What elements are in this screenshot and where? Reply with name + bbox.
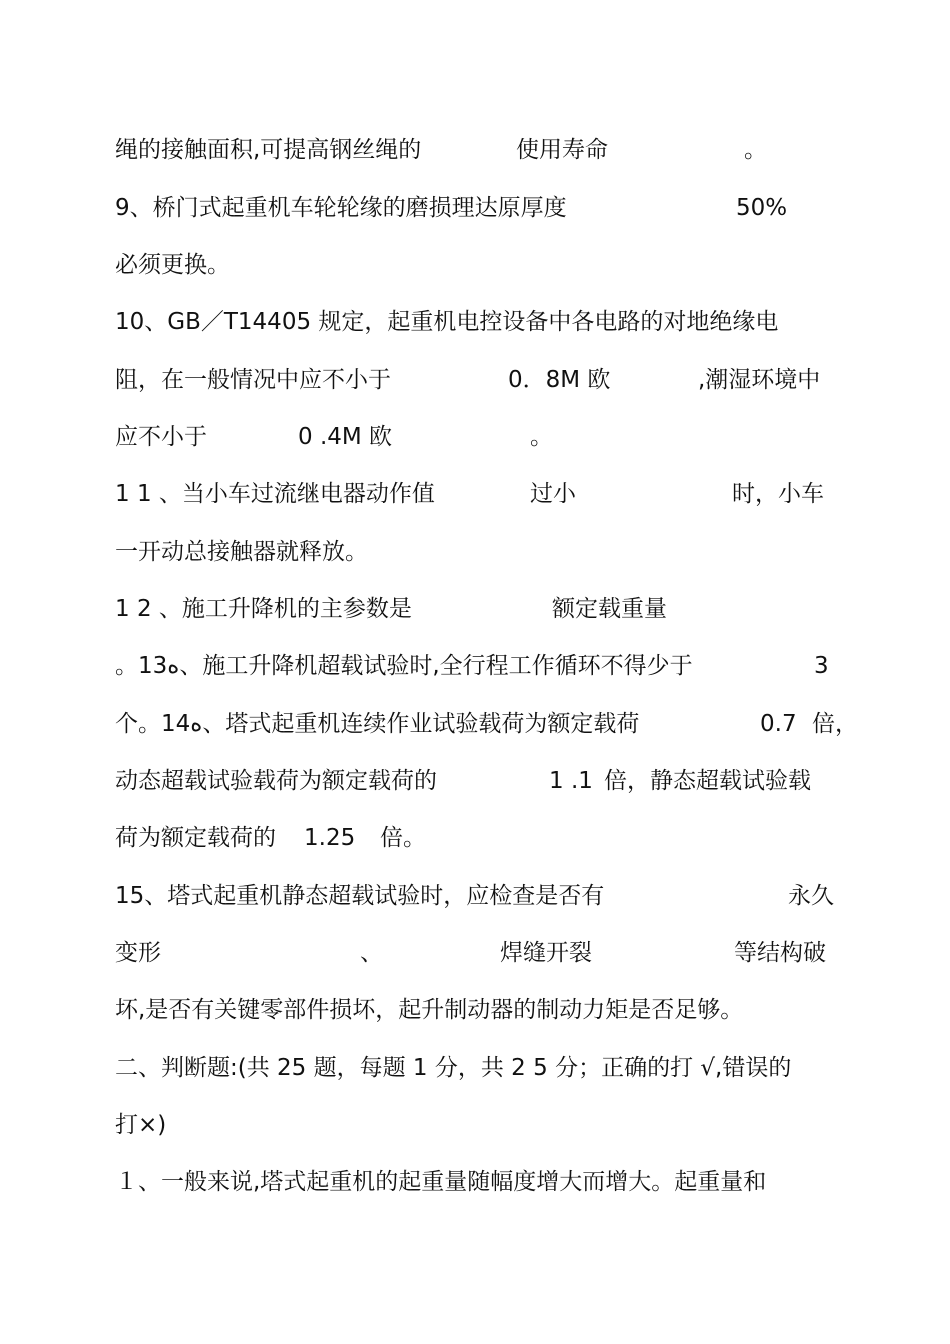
text-line: 荷为额定载荷的 <box>115 825 276 851</box>
question-11: 1 1 、当小车过流继电器动作值 <box>115 481 435 507</box>
answer-text: 1.25 <box>304 825 356 851</box>
answer-text: 焊缝开裂 <box>500 940 592 966</box>
text-line: 。 <box>744 137 767 163</box>
answer-text: 0 .4M 欧 <box>298 424 393 450</box>
text-line: 必须更换。 <box>115 252 230 278</box>
text-line: 阻，在一般情况中应不小于 <box>115 367 391 393</box>
text-line: 等结构破 <box>734 940 826 966</box>
text-line: 、 <box>360 940 383 966</box>
question-1: １、一般来说,塔式起重机的起重量随幅度增大而增大。起重量和 <box>115 1169 767 1195</box>
text-line: 倍。 <box>380 825 426 851</box>
answer-text: 变形 <box>115 940 161 966</box>
answer-text: 0．8M 欧 <box>508 367 611 393</box>
text-line: 倍， <box>812 711 858 737</box>
text-line: 一开动总接触器就释放。 <box>115 539 368 565</box>
text-line: 动态超载试验载荷为额定载荷的 <box>115 768 437 794</box>
text-line: 坏,是否有关键零部件损坏，起升制动器的制动力矩是否足够。 <box>115 997 744 1023</box>
question-10: 10、GB／T14405 规定，起重机电控设备中各电路的对地绝缘电 <box>115 309 779 335</box>
question-14: 个。14ﻩ、塔式起重机连续作业试验载荷为额定载荷 <box>115 711 640 737</box>
question-13: 。13ﻩ、施工升降机超载试验时,全行程工作循环不得少于 <box>115 653 693 679</box>
text-line: 倍，静态超载试验载 <box>604 768 811 794</box>
answer-text: 额定载重量 <box>552 596 667 622</box>
question-9: 9、桥门式起重机车轮轮缘的磨损理达原厚度 <box>115 195 567 221</box>
answer-text: 1 .1 <box>549 768 593 794</box>
text-line: ,潮湿环境中 <box>698 367 821 393</box>
text-line: 。 <box>530 424 553 450</box>
section-heading: 二、判断题:(共 25 题，每题 1 分，共 2 5 分；正确的打 √,错误的 <box>115 1055 792 1081</box>
text-line: 打×) <box>115 1112 167 1138</box>
text-line: 绳的接触面积,可提高钢丝绳的 <box>115 137 422 163</box>
question-15: 15、塔式起重机静态超载试验时，应检查是否有 <box>115 883 605 909</box>
text-line: 时，小车 <box>732 481 824 507</box>
answer-text: 永久 <box>788 883 834 909</box>
answer-text: 0.7 <box>760 711 797 737</box>
answer-text: 过小 <box>530 481 576 507</box>
question-12: 1 2 、施工升降机的主参数是 <box>115 596 412 622</box>
text-line: 应不小于 <box>115 424 207 450</box>
answer-text: 50% <box>736 195 788 221</box>
answer-text: 3 <box>814 653 829 679</box>
answer-text: 使用寿命 <box>516 137 608 163</box>
